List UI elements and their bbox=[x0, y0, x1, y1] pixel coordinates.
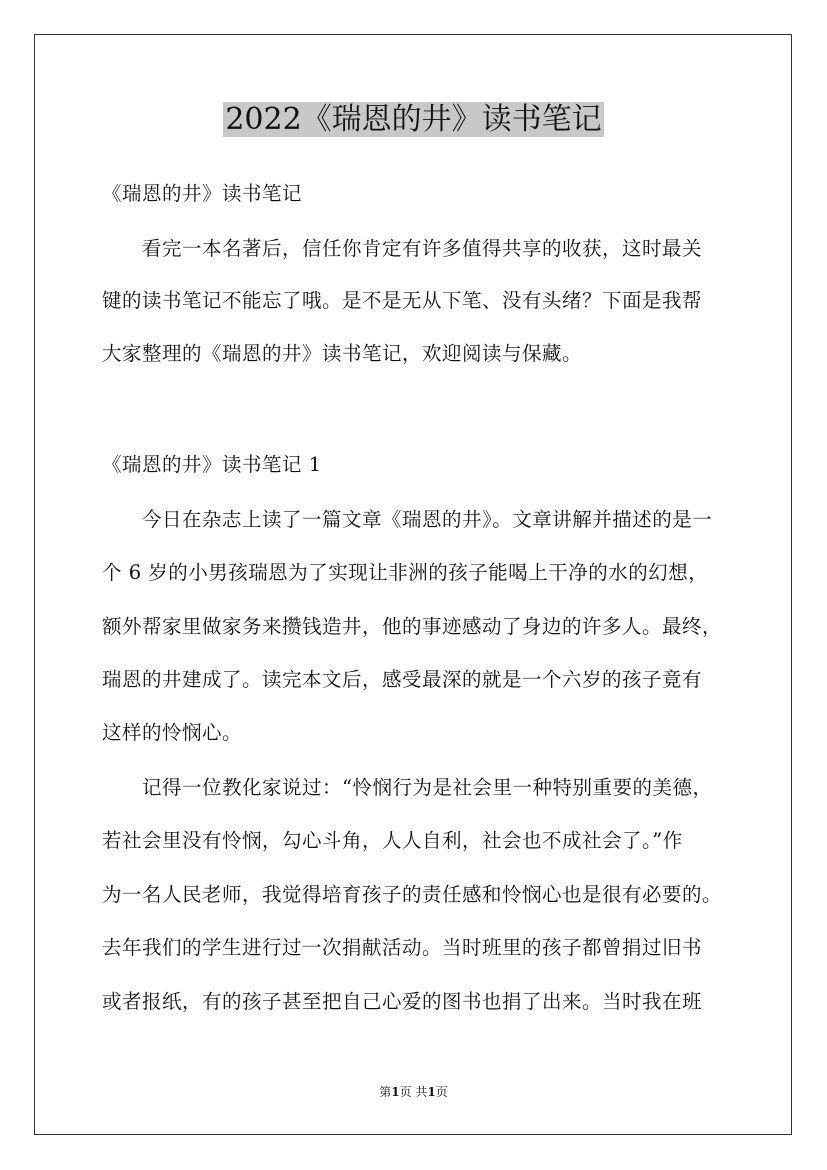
paragraph-line: 或者报纸，有的孩子甚至把自己心爱的图书也捐了出来。当时我在班 bbox=[102, 990, 703, 1013]
footer-total-pages: 1 bbox=[427, 1085, 436, 1099]
paragraph-line: 为一名人民老师，我觉得培育孩子的责任感和怜悯心也是很有必要的。 bbox=[102, 883, 723, 906]
paragraph-line: 个 6 岁的小男孩瑞恩为了实现让非洲的孩子能喝上干净的水的幻想， bbox=[102, 561, 709, 584]
page-footer bbox=[0, 1083, 827, 1101]
footer-page-mid: 页 共 bbox=[399, 1085, 428, 1099]
footer-page-prefix: 第 bbox=[379, 1085, 392, 1099]
paragraph-line: 记得一位教化家说过：“怜悯行为是社会里一种特别重要的美德， bbox=[142, 776, 713, 799]
intro-line: 大家整理的《瑞恩的井》读书笔记，欢迎阅读与保藏。 bbox=[102, 342, 583, 365]
section-heading: 《瑞恩的井》读书笔记 1 bbox=[102, 453, 322, 476]
paragraph-line: 若社会里没有怜悯，勾心斗角，人人自利，社会也不成社会了。”作 bbox=[102, 829, 683, 852]
paragraph-line: 今日在杂志上读了一篇文章《瑞恩的井》。文章讲解并描述的是一 bbox=[142, 508, 713, 531]
intro-line: 看完一本名著后，信任你肯定有许多值得共享的收获，这时最关 bbox=[142, 237, 703, 260]
paragraph-line: 这样的怜悯心。 bbox=[102, 721, 243, 744]
footer-page-suffix: 页 bbox=[435, 1085, 448, 1099]
paragraph-line: 瑞恩的井建成了。读完本文后，感受最深的就是一个六岁的孩子竟有 bbox=[102, 668, 703, 691]
subtitle: 《瑞恩的井》读书笔记 bbox=[102, 182, 303, 205]
paragraph-line: 去年我们的学生进行过一次捐献活动。当时班里的孩子都曾捐过旧书 bbox=[102, 936, 703, 959]
paragraph-line: 额外帮家里做家务来攒钱造井，他的事迹感动了身边的许多人。最终， bbox=[102, 615, 723, 638]
footer-page-number: 1 bbox=[391, 1085, 400, 1099]
document-title bbox=[0, 98, 827, 142]
document-title-text: 2022《瑞恩的井》读书笔记 bbox=[225, 102, 602, 137]
intro-line: 键的读书笔记不能忘了哦。是不是无从下笔、没有头绪？下面是我帮 bbox=[102, 289, 703, 312]
